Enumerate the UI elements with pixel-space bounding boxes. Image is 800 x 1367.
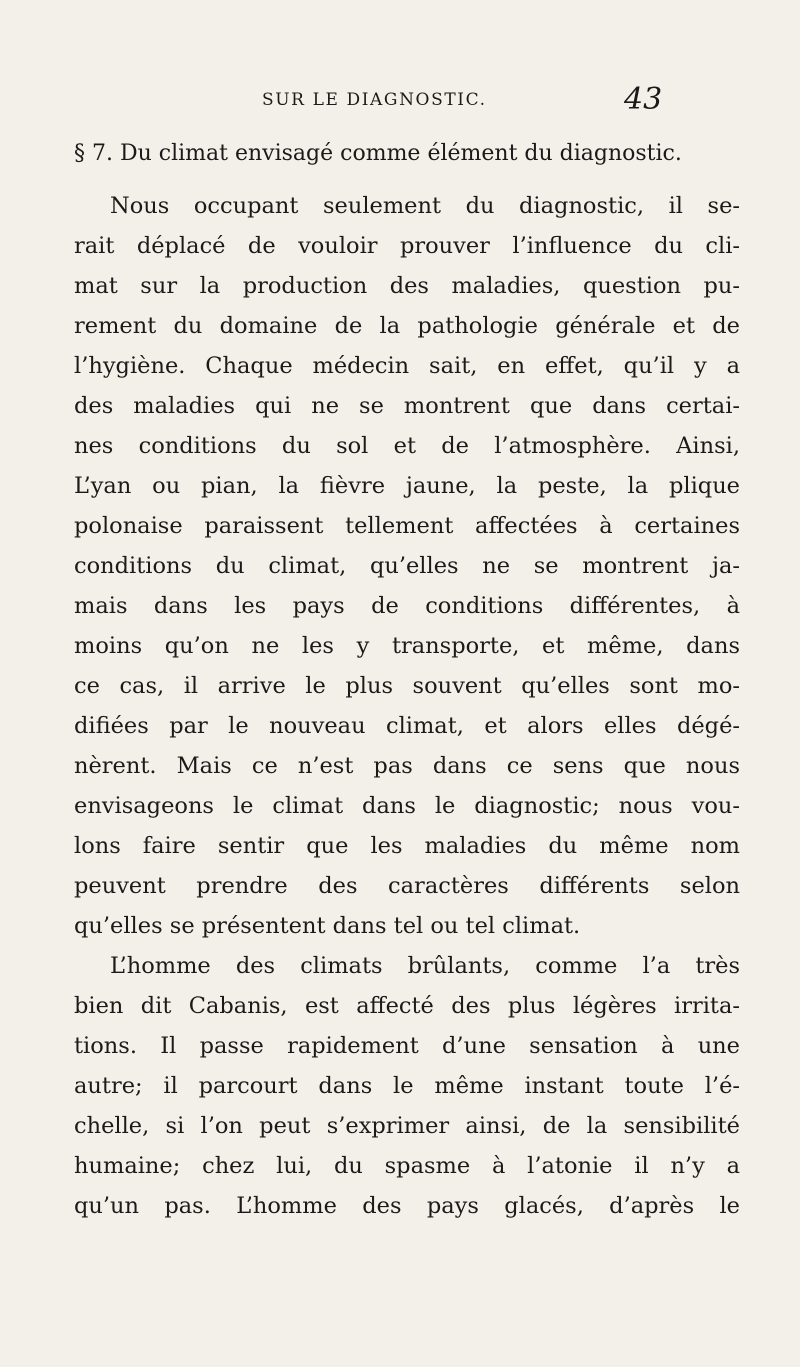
paragraph-line: lons faire sentir que les maladies du même nom: [74, 833, 740, 859]
paragraph-line: tions. Il passe rapidement d’une sensation à une: [74, 1033, 740, 1059]
paragraph-line: L’homme des climats brûlants, comme l’a très: [110, 953, 740, 979]
paragraph-line: moins qu’on ne les y transporte, et même, dans: [74, 633, 740, 659]
paragraph-line: autre; il parcourt dans le même instant toute l’é-: [74, 1073, 740, 1099]
paragraph-line: qu’elles se présentent dans tel ou tel climat.: [74, 913, 581, 939]
paragraph-line: difiées par le nouveau climat, et alors elles dégé-: [74, 713, 740, 739]
running-title: SUR LE DIAGNOSTIC.: [262, 90, 487, 110]
page-number: 43: [624, 82, 663, 117]
paragraph-line: des maladies qui ne se montrent que dans certai-: [74, 393, 740, 419]
paragraph-line: Nous occupant seulement du diagnostic, il se-: [110, 193, 740, 219]
paragraph-line: rait déplacé de vouloir prouver l’influence du cli-: [74, 233, 740, 259]
paragraph-line: ce cas, il arrive le plus souvent qu’elles sont mo-: [74, 673, 740, 699]
paragraph-line: humaine; chez lui, du spasme à l’atonie il n’y a: [74, 1153, 740, 1179]
paragraph-line: bien dit Cabanis, est affecté des plus légères irrita-: [74, 993, 740, 1019]
paragraph-line: peuvent prendre des caractères différents selon: [74, 873, 740, 899]
paragraph-line: rement du domaine de la pathologie générale et de: [74, 313, 740, 339]
section-heading: § 7. Du climat envisagé comme élément du diagnostic.: [74, 141, 682, 166]
paragraph-line: envisageons le climat dans le diagnostic; nous vou-: [74, 793, 740, 819]
paragraph-line: l’hygiène. Chaque médecin sait, en effet, qu’il y a: [74, 353, 740, 379]
paragraph-line: mais dans les pays de conditions différentes, à: [74, 593, 740, 619]
paragraph-line: nèrent. Mais ce n’est pas dans ce sens que nous: [74, 753, 740, 779]
paragraph-line: chelle, si l’on peut s’exprimer ainsi, de la sensibilité: [74, 1113, 740, 1139]
paragraph-line: mat sur la production des maladies, question pu-: [74, 273, 740, 299]
paragraph-line: conditions du climat, qu’elles ne se montrent ja-: [74, 553, 740, 579]
paragraph-line: L’yan ou pian, la fièvre jaune, la peste, la plique: [74, 473, 740, 499]
paragraph-line: nes conditions du sol et de l’atmosphère. Ainsi,: [74, 433, 740, 459]
paragraph-line: qu’un pas. L’homme des pays glacés, d’après le: [74, 1193, 740, 1219]
running-head: [0, 82, 800, 122]
paragraph-line: polonaise paraissent tellement affectées à certaines: [74, 513, 740, 539]
